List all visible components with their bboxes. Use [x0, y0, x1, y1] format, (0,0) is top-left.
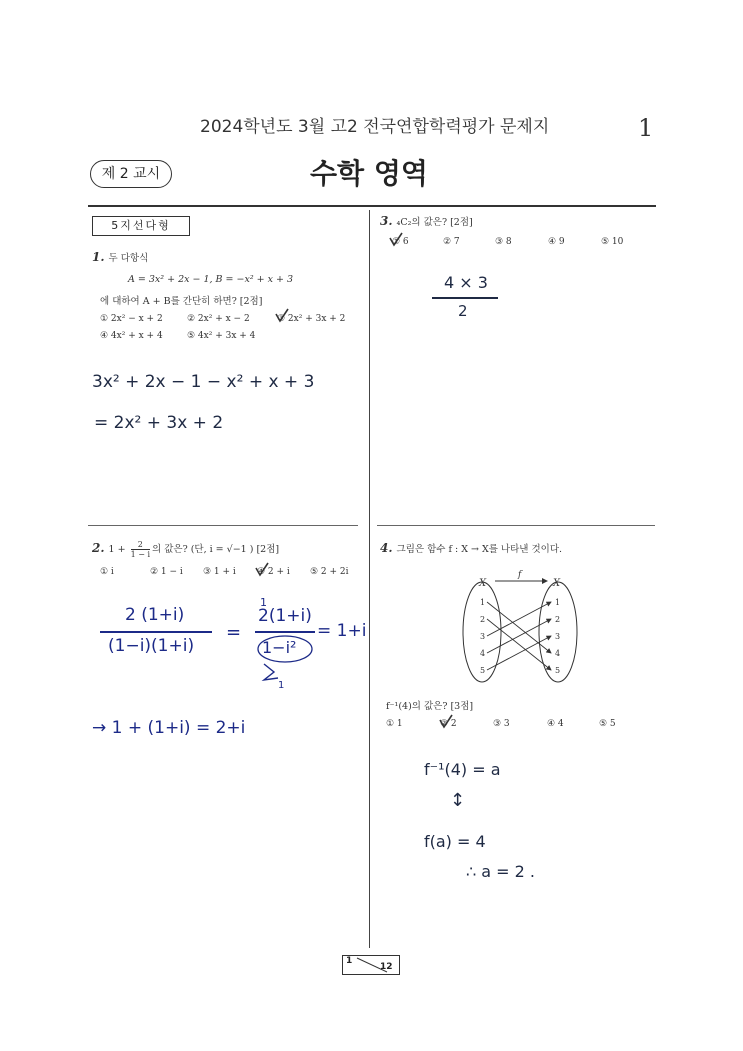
q2-stem-pre: 1 + — [108, 544, 126, 555]
q2-hw-denominator-2: 1−i² — [262, 638, 297, 657]
codomain-element-5: 5 — [555, 666, 561, 675]
domain-element-5: 5 — [480, 666, 486, 675]
q4-answer-checkmark — [438, 714, 454, 730]
mapping-arrows — [487, 602, 551, 670]
q4-choice-1[interactable]: ① 1 — [386, 719, 403, 729]
q2-hw-numerator-2: 2(1+i) — [258, 606, 312, 626]
q1-number: 1. — [92, 250, 105, 264]
q1-handwriting-line-2: = 2x² + 3x + 2 — [94, 413, 224, 433]
q2-hw-fraction-bar-2 — [255, 631, 315, 633]
q3-choice-1[interactable]: ① 6 — [392, 237, 409, 247]
q3-stem-text: ₄C₂의 값은? [2점] — [396, 217, 473, 228]
exam-title: 2024학년도 3월 고2 전국연합학력평가 문제지 — [200, 117, 550, 137]
q4-choice-2[interactable]: ② 2 — [440, 719, 457, 729]
q1-expression: A = 3x² + 2x − 1, B = −x² + x + 3 — [128, 274, 294, 285]
domain-element-4: 4 — [480, 649, 486, 658]
q2-answer-checkmark — [254, 562, 270, 578]
q3-hw-fraction-bar — [432, 297, 498, 299]
q1-choice-4[interactable]: ④ 4x² + x + 4 — [100, 331, 163, 341]
domain-element-3: 3 — [480, 632, 486, 641]
q2-stem-post: 의 값은? (단, i = √−1 ) [2점] — [152, 544, 280, 555]
q2-fraction-denominator: 1 − i — [130, 550, 151, 559]
q3-choice-4[interactable]: ④ 9 — [548, 237, 565, 247]
q1-choice-2[interactable]: ② 2x² + x − 2 — [187, 314, 250, 324]
codomain-element-1: 1 — [555, 598, 561, 607]
q2-fraction — [131, 540, 150, 559]
q3-choice-2[interactable]: ② 7 — [443, 237, 460, 247]
q2-number: 2. — [92, 541, 105, 555]
q1-stem-text: 두 다항식 — [108, 253, 149, 264]
q1-handwriting-line-1: 3x² + 2x − 1 − x² + x + 3 — [92, 372, 315, 392]
codomain-element-2: 2 — [555, 615, 561, 624]
q4-stem-text: 그림은 함수 f : X → X를 나타낸 것이다. — [396, 544, 563, 555]
q2-choice-2[interactable]: ② 1 − i — [150, 567, 183, 577]
q4-stem — [380, 541, 562, 555]
q1-choice-1[interactable]: ① 2x² − x + 2 — [100, 314, 163, 324]
page-number: 1 — [638, 114, 654, 142]
q2-choice-5[interactable]: ⑤ 2 + 2i — [310, 567, 349, 577]
q2-hw-below-one: 1 — [278, 680, 285, 691]
q4-hw-line-1: f⁻¹(4) = a — [424, 760, 501, 779]
subject-title: 수학 영역 — [310, 157, 428, 190]
column-divider — [369, 210, 370, 948]
domain-element-1: 1 — [480, 598, 486, 607]
q2-hw-result: = 1+i — [317, 621, 367, 641]
domain-elements — [480, 598, 485, 675]
q2-hw-final: → 1 + (1+i) = 2+i — [92, 718, 246, 738]
q4-mapping-diagram — [455, 565, 585, 690]
q3-number: 3. — [380, 214, 393, 228]
q2-hw-fraction-bar-1 — [100, 631, 212, 633]
q3-choice-5[interactable]: ⑤ 10 — [601, 237, 624, 247]
q1-question: 에 대하여 A + B를 간단히 하면? [2점] — [100, 296, 263, 307]
q4-question: f⁻¹(4)의 값은? [3점] — [386, 701, 474, 712]
codomain-set-label: X — [553, 578, 561, 589]
mapping-arrow-3-to-1 — [487, 602, 551, 636]
q2-choice-3[interactable]: ③ 1 + i — [203, 567, 236, 577]
codomain-element-3: 3 — [555, 632, 561, 641]
right-mid-divider — [377, 525, 655, 526]
q2-hw-equals: = — [226, 622, 242, 643]
mapping-arrow-4-to-2 — [487, 619, 551, 653]
q3-stem — [380, 214, 473, 228]
page-indicator-current: 1 — [346, 956, 353, 966]
q4-number: 4. — [380, 541, 393, 555]
q1-choice-5[interactable]: ⑤ 4x² + 3x + 4 — [187, 331, 256, 341]
page-indicator-total: 12 — [380, 962, 393, 972]
domain-element-2: 2 — [480, 615, 486, 624]
q4-hw-line-3: f(a) = 4 — [424, 832, 486, 851]
codomain-element-4: 4 — [555, 649, 561, 658]
q1-answer-checkmark — [274, 308, 290, 324]
q2-choice-1[interactable]: ① i — [100, 567, 114, 577]
q4-choice-4[interactable]: ④ 4 — [547, 719, 564, 729]
domain-set-label: X — [479, 578, 487, 589]
q4-choice-3[interactable]: ③ 3 — [493, 719, 510, 729]
left-mid-divider — [88, 525, 358, 526]
q2-hw-numerator-1: 2 (1+i) — [125, 605, 185, 625]
header-rule — [88, 205, 656, 207]
q1-choice-3[interactable]: ③ 2x² + 3x + 2 — [277, 314, 346, 324]
q1-stem — [92, 250, 148, 264]
q3-hw-denominator: 2 — [458, 302, 468, 320]
q4-choice-5[interactable]: ⑤ 5 — [599, 719, 616, 729]
mapping-arrow-2-to-5 — [487, 619, 551, 670]
q2-stem — [92, 540, 279, 559]
q3-answer-checkmark — [388, 232, 404, 248]
q3-choice-3[interactable]: ③ 8 — [495, 237, 512, 247]
q2-hw-small-one: 1 — [260, 596, 267, 609]
q3-hw-numerator: 4 × 3 — [444, 273, 488, 292]
section-label: 5지선다형 — [92, 216, 190, 236]
q4-hw-line-4: ∴ a = 2 . — [466, 862, 535, 881]
q2-hw-denominator-1: (1−i)(1+i) — [108, 636, 195, 656]
mapping-arrow-5-to-3 — [487, 636, 551, 670]
q2-fraction-numerator: 2 — [131, 540, 150, 550]
function-label: f — [518, 570, 522, 580]
q2-choice-4[interactable]: ④ 2 + i — [257, 567, 290, 577]
q4-hw-line-2: ↕ — [450, 790, 466, 811]
codomain-elements — [555, 598, 560, 675]
session-badge: 제 2 교시 — [90, 160, 172, 188]
